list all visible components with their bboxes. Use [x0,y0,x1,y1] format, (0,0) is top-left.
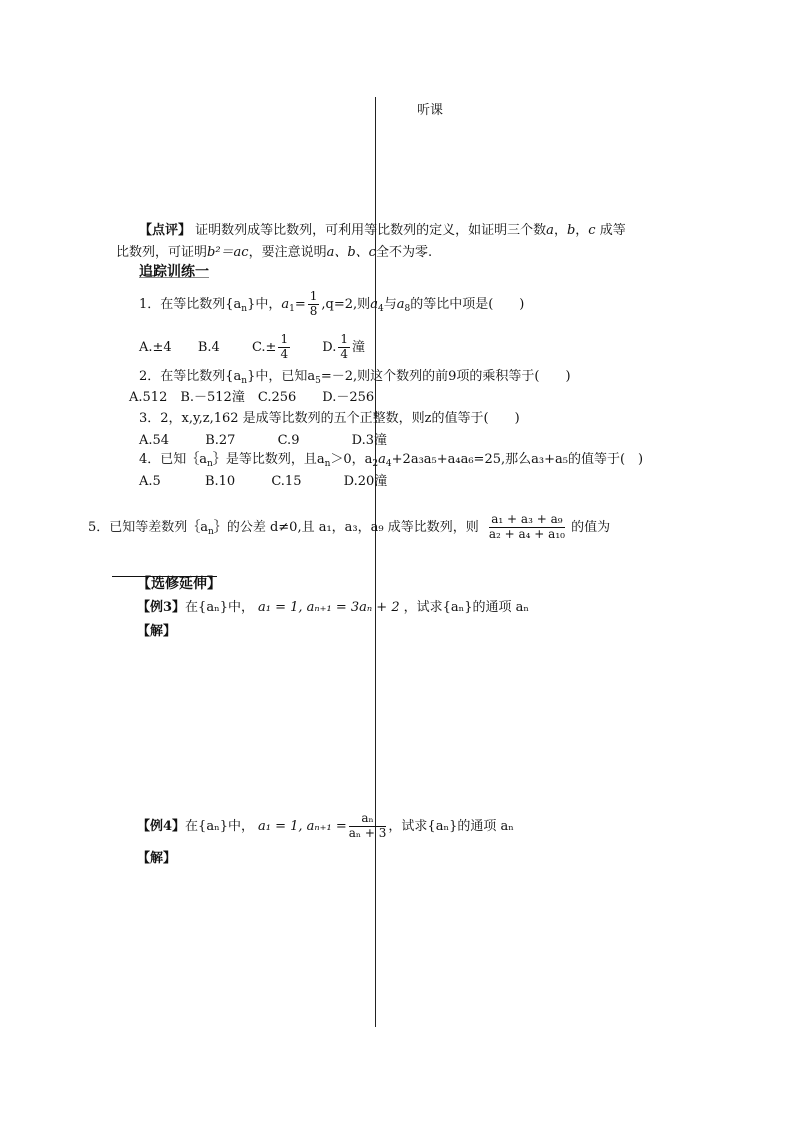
q1-option-d: D. [322,339,337,355]
ex3-tail: ，试求{aₙ}的通项 aₙ [403,600,530,615]
comment-text-1-end: 成等 [599,223,626,238]
q5-text: 5．已知等差数列｛a [88,519,209,535]
q1-option-b: B.4 [197,339,220,355]
comment-text-2: 比数列，可证明 [116,245,208,260]
ex4-fraction [349,812,387,841]
q1-optd-suffix: 潼 [351,339,365,355]
q3-option-a: A.54 [139,433,170,448]
q3-option-b: B.27 [205,433,236,448]
question-2: 2．在等比数列$\{a_n\}$中，已知$a_5=-2$,则这个数列的前9项的乘积等于( ) [139,369,571,386]
q4-option-b: B.10 [204,474,236,489]
q1-option-d-frac [338,333,350,362]
header-title: 听课 [417,103,444,118]
q4-option-c: C.15 [271,474,302,489]
q3-option-c: C.9 [277,433,300,448]
ex4-frac-den: aₙ + 3 [348,825,387,840]
q2-text: 2．在等比数列{a [139,369,242,384]
q5-frac-den: a₂ + a₄ + a₁₀ [488,526,565,541]
q1-frac-num: 1 [309,289,318,303]
ex3-formula: a₁ = 1, aₙ₊₁ = 3aₙ + 2 [257,600,400,615]
q1-option-c: C.± [251,339,277,355]
q4-text: 4．已知｛a [139,452,208,467]
q3-options [139,434,387,447]
q1-fraction [308,290,320,319]
ex3-solution-label: 【解】 [137,624,177,639]
ex4-text: 在{aₙ}中， [185,818,254,834]
q5-tail: 的值为 [571,519,611,535]
comment-text-2-end: ，要注意说明 [248,245,327,260]
ex4-solution-label: 【解】 [137,851,177,866]
ex3-text: 在{aₙ}中， [185,600,254,615]
q4-option-a: A.5 [139,474,161,489]
ex4-tail: ，试求{aₙ}的通项 aₙ [388,818,514,834]
q1-optc-num: 1 [280,332,289,346]
q4-formula: +2a₃a₅+a₄a₆=25,那么a₃+a₅的值等于( ) [391,452,644,467]
section-title-elective: 【选修延伸】 [137,576,221,592]
q4-text3: ＞0，a [330,452,373,467]
q5-text2: ｝的公差 d≠0,且 a₁，a₃，a₉ 成等比数列，则 [213,519,479,535]
comment-tail: 全不为零. [375,245,433,260]
q1-optd-den: 4 [340,346,348,361]
q1-option-a: A.±4 [139,339,172,355]
example-4 [137,812,514,841]
comment-line-1: 【点评】 证明数列成等比数列，可利用等比数列的定义，如证明三个数a，b，c 成等 [139,223,626,238]
comment-formula: b²＝ac [207,245,249,260]
ex3-label: 【例3】 [137,600,186,615]
q4-options [139,475,387,488]
comment-text-1: 证明数列成等比数列，可利用等比数列的定义，如证明三个数 [195,223,547,238]
q1-mid3: 与 [383,296,397,312]
ex4-frac-num: aₙ [349,812,387,827]
q1-mid: ,q=2,则 [321,296,371,312]
question-5: 5．已知等差数列$\{a_n\}$的公差 d≠0,且 a₁，a₃，a₉ 成等比数列，则 $\frac{\text{a₁ + a₃ + a₉}}{\text{a₂ + a₄ + a₁₀}}$ 的值为 [88,512,611,541]
q1-optc-den: 4 [280,346,289,361]
ex4-formula: a₁ = 1, aₙ₊₁ = [257,818,347,834]
example-3 [137,601,529,614]
q1-frac-den: 8 [309,303,318,318]
q2-text3: =－2,则这个数列的前9项的乘积等于( ) [320,369,571,384]
q4-option-d: D.20潼 [343,474,388,489]
q1-text: 1．在等比数列{a [139,296,242,312]
q4-text2: ｝是等比数列，且a [212,452,325,467]
q2-options: A.512 B.－512潼 C.256 D.－256 [129,390,375,405]
q1-options [139,333,365,362]
q3-option-d: D.3潼 [351,433,387,448]
ex4-label: 【例4】 [137,818,186,834]
comment-line-2 [116,246,432,259]
question-1: 1．在等比数列$\{a_n\}$中，$a_1=$ $\frac{1}{8}$ ,q=2,则$a_4$与$a_8$的等比中项是( ) [139,289,525,318]
section-title-tracking: 追踪训练一 [139,264,209,280]
q5-frac-num: a₁ + a₃ + a₉ [489,513,565,528]
question-4: 4．已知$\{a_n\}$是等比数列，且$a_n>0$，$a_2a_4+2a_3a_5+a_4a_6=25$,那么a₃+a₅的值等于( ) [139,452,644,469]
q2-text2: }中，已知a [247,369,316,384]
comment-label: 【点评】 [139,223,192,238]
q1-tail: 的等比中项是( ) [410,296,525,312]
q5-fraction [489,513,565,542]
question-3: 3．2，x,y,z,162 是成等比数列的五个正整数，则z的值等于( ) [139,411,520,426]
q1-optd-num: 1 [340,332,348,346]
q1-option-c-frac [278,333,290,362]
comment-vars: a、b、c [326,245,376,260]
